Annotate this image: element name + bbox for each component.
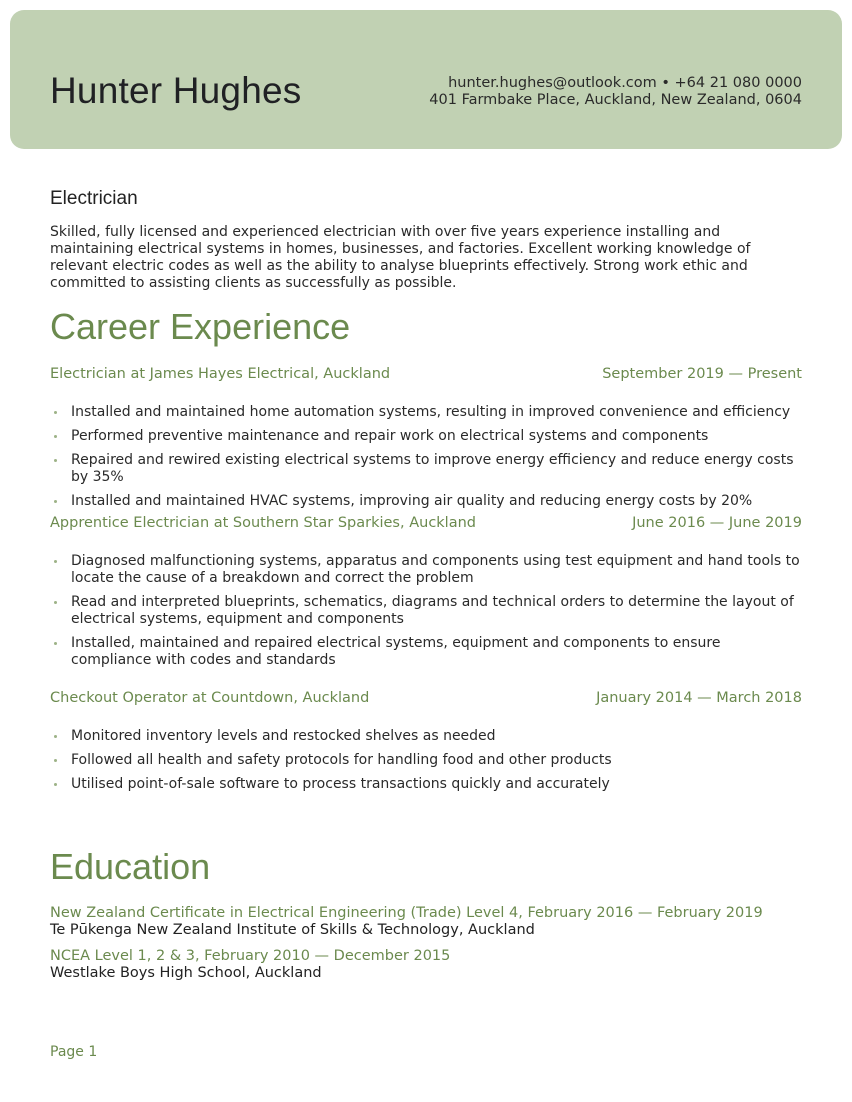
- page-number: Page 1: [50, 1044, 98, 1060]
- list-item: Utilised point-of-sale software to process transactions quickly and accurately: [50, 776, 802, 793]
- list-item: Diagnosed malfunctioning systems, apparatus and components using test equipment and hand tools to locate the cause of a breakdown and correct the problem: [50, 553, 802, 587]
- list-item: Monitored inventory levels and restocked shelves as needed: [50, 728, 802, 745]
- job-dates: June 2016 — June 2019: [632, 515, 802, 531]
- list-item: Installed and maintained home automation systems, resulting in improved convenience and efficiency: [50, 404, 802, 421]
- job-position: Apprentice Electrician at Southern Star Sparkies, Auckland: [50, 515, 476, 531]
- list-item: Followed all health and safety protocols for handling food and other products: [50, 752, 802, 769]
- job-header: [50, 365, 802, 383]
- job-header: [50, 514, 802, 532]
- job-dates: January 2014 — March 2018: [596, 690, 802, 706]
- contact-email-phone: hunter.hughes@outlook.com • +64 21 080 0000: [448, 75, 802, 91]
- list-item: Installed, maintained and repaired electrical systems, equipment and components to ensure compliance with codes and standards: [50, 635, 802, 669]
- education-qualification: NCEA Level 1, 2 & 3, February 2010 — December 2015: [50, 948, 451, 964]
- job-bullet-list: [50, 728, 802, 800]
- contact-info: [429, 75, 802, 109]
- list-item: Performed preventive maintenance and repair work on electrical systems and components: [50, 428, 802, 445]
- job-bullet-list: [50, 553, 802, 676]
- job-position: Electrician at James Hayes Electrical, Auckland: [50, 366, 391, 382]
- education-qualification: New Zealand Certificate in Electrical Engineering (Trade) Level 4, February 2016 — February 2019: [50, 905, 763, 921]
- job-header: [50, 689, 802, 707]
- list-item: Read and interpreted blueprints, schematics, diagrams and technical orders to determine the layout of electrical systems, equipment and components: [50, 594, 802, 628]
- education-heading: Education: [50, 846, 211, 887]
- list-item: Installed and maintained HVAC systems, improving air quality and reducing energy costs by 20%: [50, 493, 802, 510]
- job-dates: September 2019 — Present: [602, 366, 802, 382]
- education-school: Te Pūkenga New Zealand Institute of Skills & Technology, Auckland: [50, 922, 535, 938]
- resume-header: [10, 10, 842, 149]
- contact-address: 401 Farmbake Place, Auckland, New Zealand, 0604: [429, 92, 802, 108]
- education-school: Westlake Boys High School, Auckland: [50, 965, 322, 981]
- profile-summary: Skilled, fully licensed and experienced electrician with over five years experience installing and maintaining electrical systems in homes, businesses, and factories. Excellent working knowledge of relevant electric codes as well as the ability to analyse blueprints effectively. Strong work ethic and committed to assisting clients as successfully as possible.: [50, 224, 751, 291]
- job-bullet-list: [50, 404, 802, 517]
- role-title: Electrician: [50, 188, 138, 209]
- job-position: Checkout Operator at Countdown, Auckland: [50, 690, 370, 706]
- list-item: Repaired and rewired existing electrical systems to improve energy efficiency and reduce energy costs by 35%: [50, 452, 802, 486]
- career-experience-heading: Career Experience: [50, 306, 351, 347]
- candidate-name: Hunter Hughes: [50, 70, 302, 111]
